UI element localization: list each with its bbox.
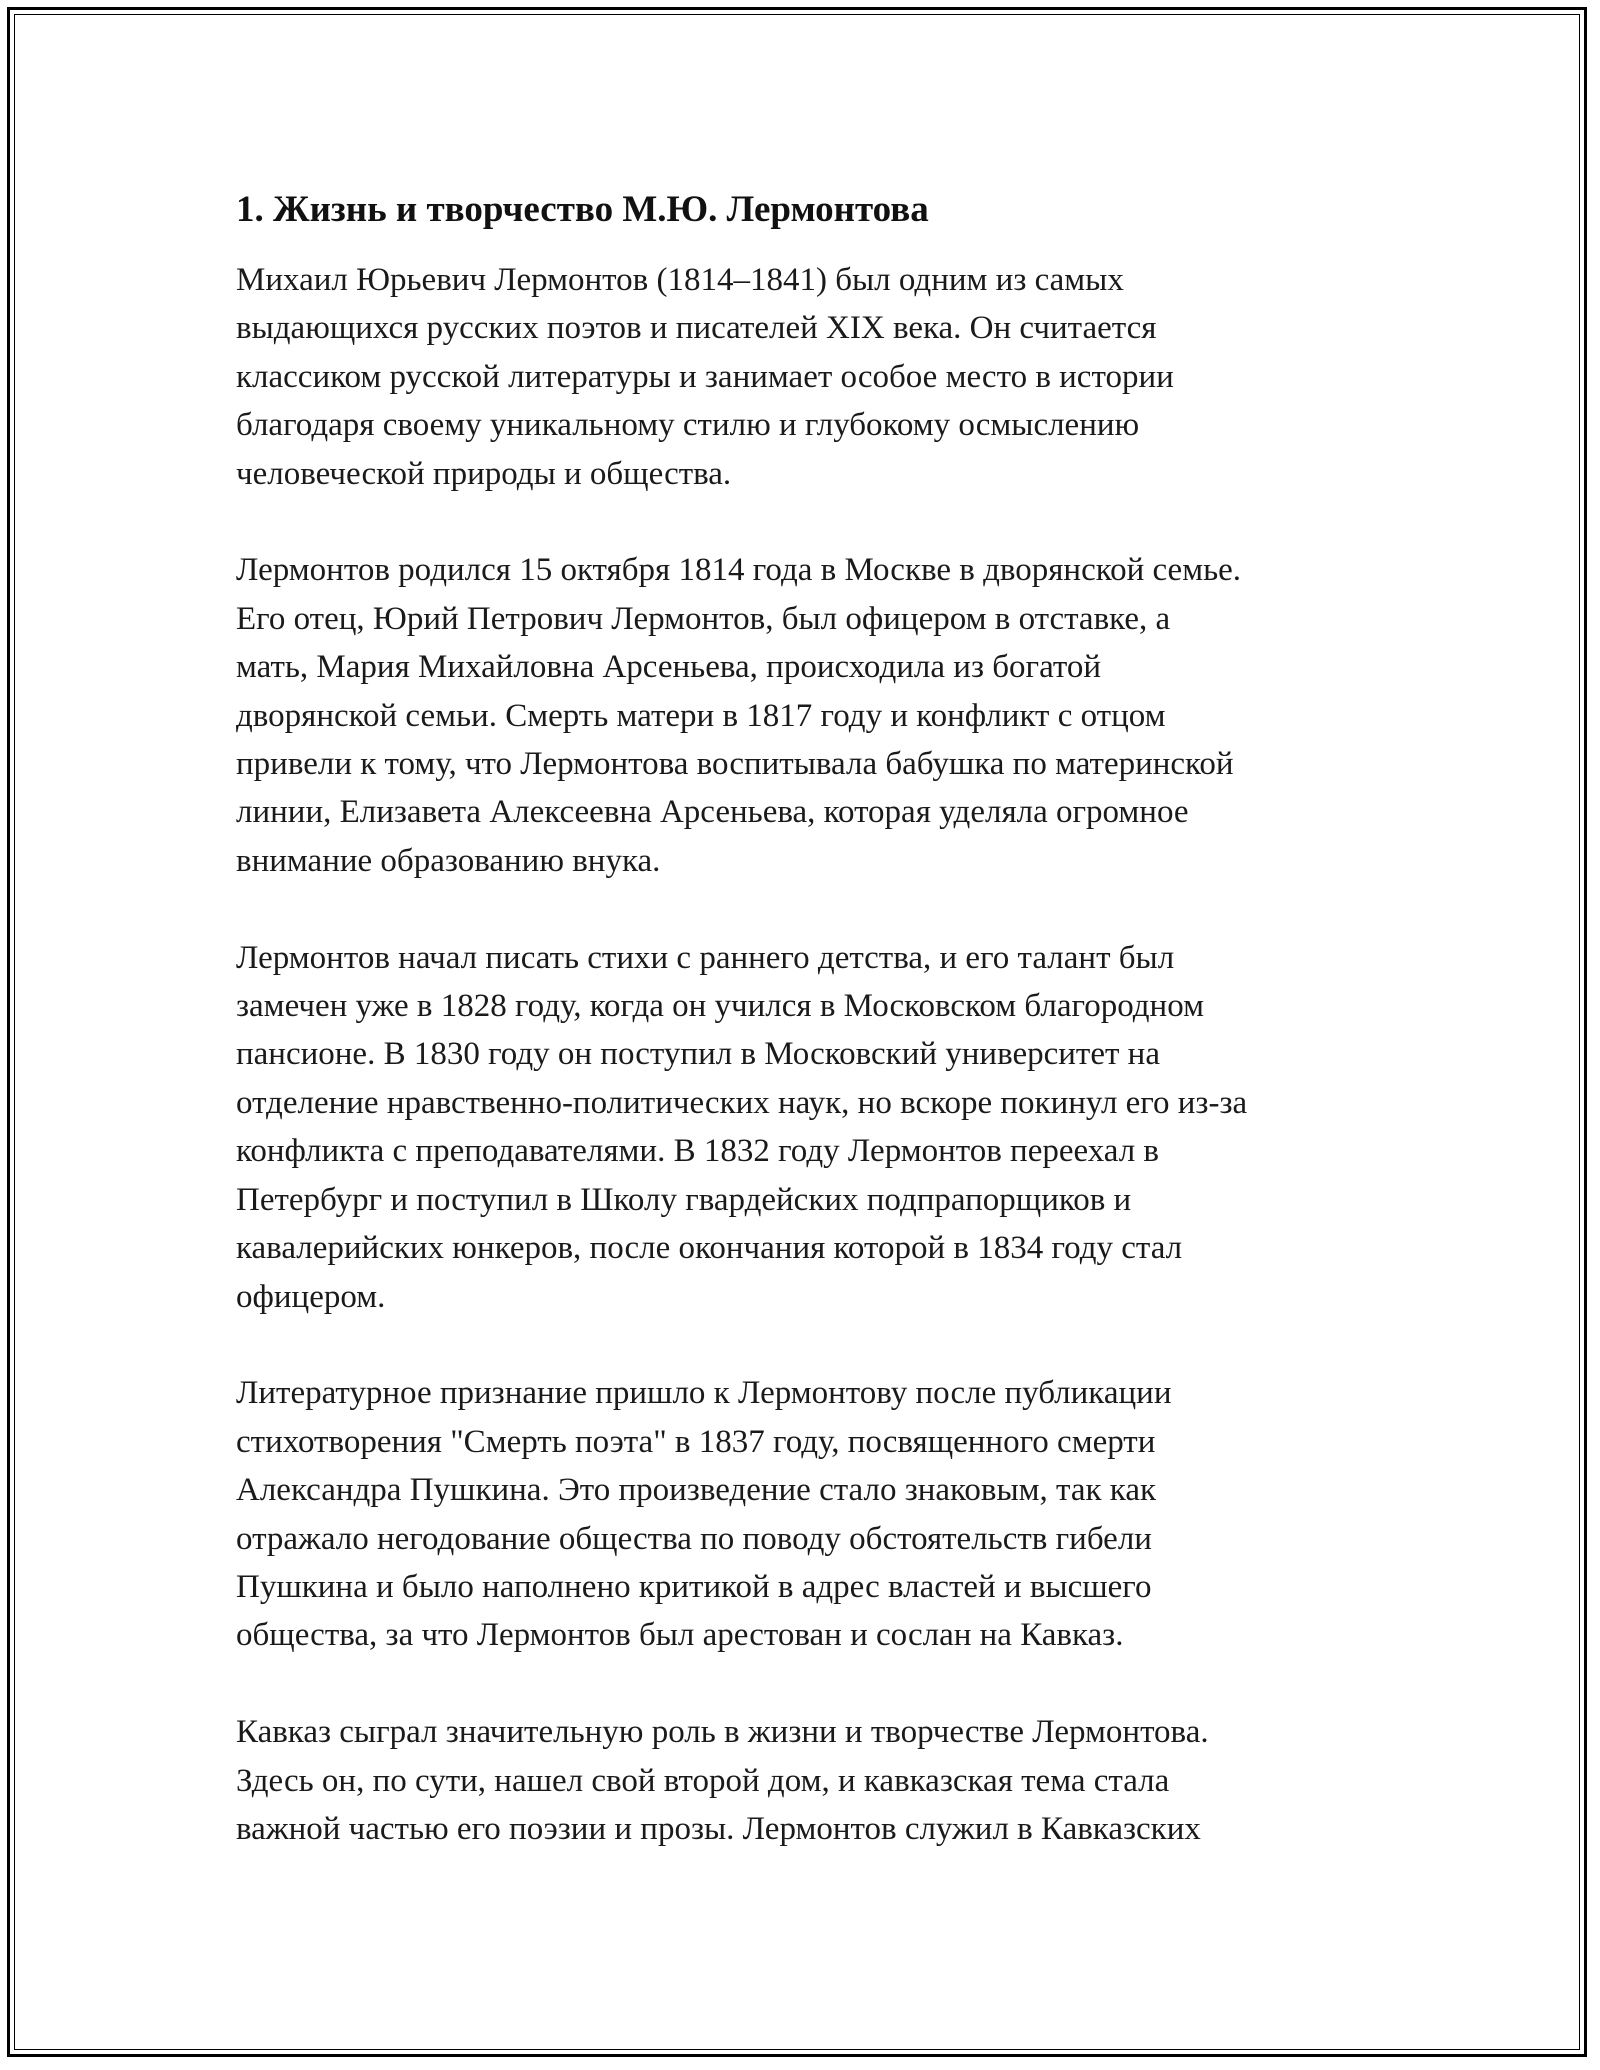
text-line: отделение нравственно-политических наук, но вскоре покинул его из-за — [236, 1084, 1248, 1121]
document-body — [236, 186, 1376, 1902]
text-line: Его отец, Юрий Петрович Лермонтов, был офицером в отставке, а — [236, 600, 1171, 637]
text-line: Кавказ сыграл значительную роль в жизни и творчестве Лермонтова. — [236, 1714, 1209, 1751]
text-line: кавалерийских юнкеров, после окончания которой в 1834 году стал — [236, 1230, 1183, 1267]
text-line: пансионе. В 1830 году он поступил в Московский университет на — [236, 1036, 1160, 1073]
text-line: важной частью его поэзии и прозы. Лермонтов служил в Кавказских — [236, 1810, 1201, 1847]
text-line: благодаря своему уникальному стилю и глубокому осмыслению — [236, 407, 1140, 444]
text-line: мать, Мария Михайловна Арсеньева, происходила из богатой — [236, 649, 1102, 686]
paragraph-education — [236, 934, 1376, 1321]
text-line: классиком русской литературы и занимает особое место в истории — [236, 358, 1174, 395]
text-line: выдающихся русских поэтов и писателей XIX века. Он считается — [236, 310, 1157, 347]
text-line: линии, Елизавета Алексеевна Арсеньева, которая уделяла огромное — [236, 794, 1189, 831]
paragraph-birth — [236, 546, 1376, 885]
text-line: офицером. — [236, 1278, 386, 1315]
text-line: замечен уже в 1828 году, когда он учился в Московском благородном — [236, 988, 1204, 1025]
text-line: общества, за что Лермонтов был арестован и сослан на Кавказ. — [236, 1617, 1124, 1654]
text-line: отражало негодование общества по поводу обстоятельств гибели — [236, 1520, 1152, 1557]
text-line: Лермонтов родился 15 октября 1814 года в Москве в дворянской семье. — [236, 552, 1242, 589]
text-line: Пушкина и было наполнено критикой в адрес властей и высшего — [236, 1568, 1152, 1605]
text-line: Александра Пушкина. Это произведение стало знаковым, так как — [236, 1472, 1157, 1509]
text-line: человеческой природы и общества. — [236, 455, 732, 492]
text-line: Петербург и поступил в Школу гвардейских подпрапорщиков и — [236, 1181, 1132, 1218]
text-line: Литературное признание пришло к Лермонтову после публикации — [236, 1375, 1172, 1412]
text-line: Здесь он, по сути, нашел свой второй дом, и кавказская тема стала — [236, 1762, 1170, 1799]
section-heading: 1. Жизнь и творчество М.Ю. Лермонтова — [236, 189, 929, 230]
paragraph-intro — [236, 256, 1376, 498]
paragraph-recognition — [236, 1369, 1376, 1659]
text-line: стихотворения "Смерть поэта" в 1837 году, посвященного смерти — [236, 1423, 1156, 1460]
paragraph-caucasus — [236, 1708, 1376, 1853]
text-line: привели к тому, что Лермонтова воспитывала бабушка по материнской — [236, 746, 1234, 783]
text-line: конфликта с преподавателями. В 1832 году Лермонтов переехал в — [236, 1133, 1160, 1170]
text-line: Лермонтов начал писать стихи с раннего детства, и его талант был — [236, 939, 1175, 976]
text-line: Михаил Юрьевич Лермонтов (1814–1841) был одним из самых — [236, 262, 1124, 298]
text-line: внимание образованию внука. — [236, 842, 661, 879]
text-line: дворянской семьи. Смерть матери в 1817 году и конфликт с отцом — [236, 697, 1166, 734]
